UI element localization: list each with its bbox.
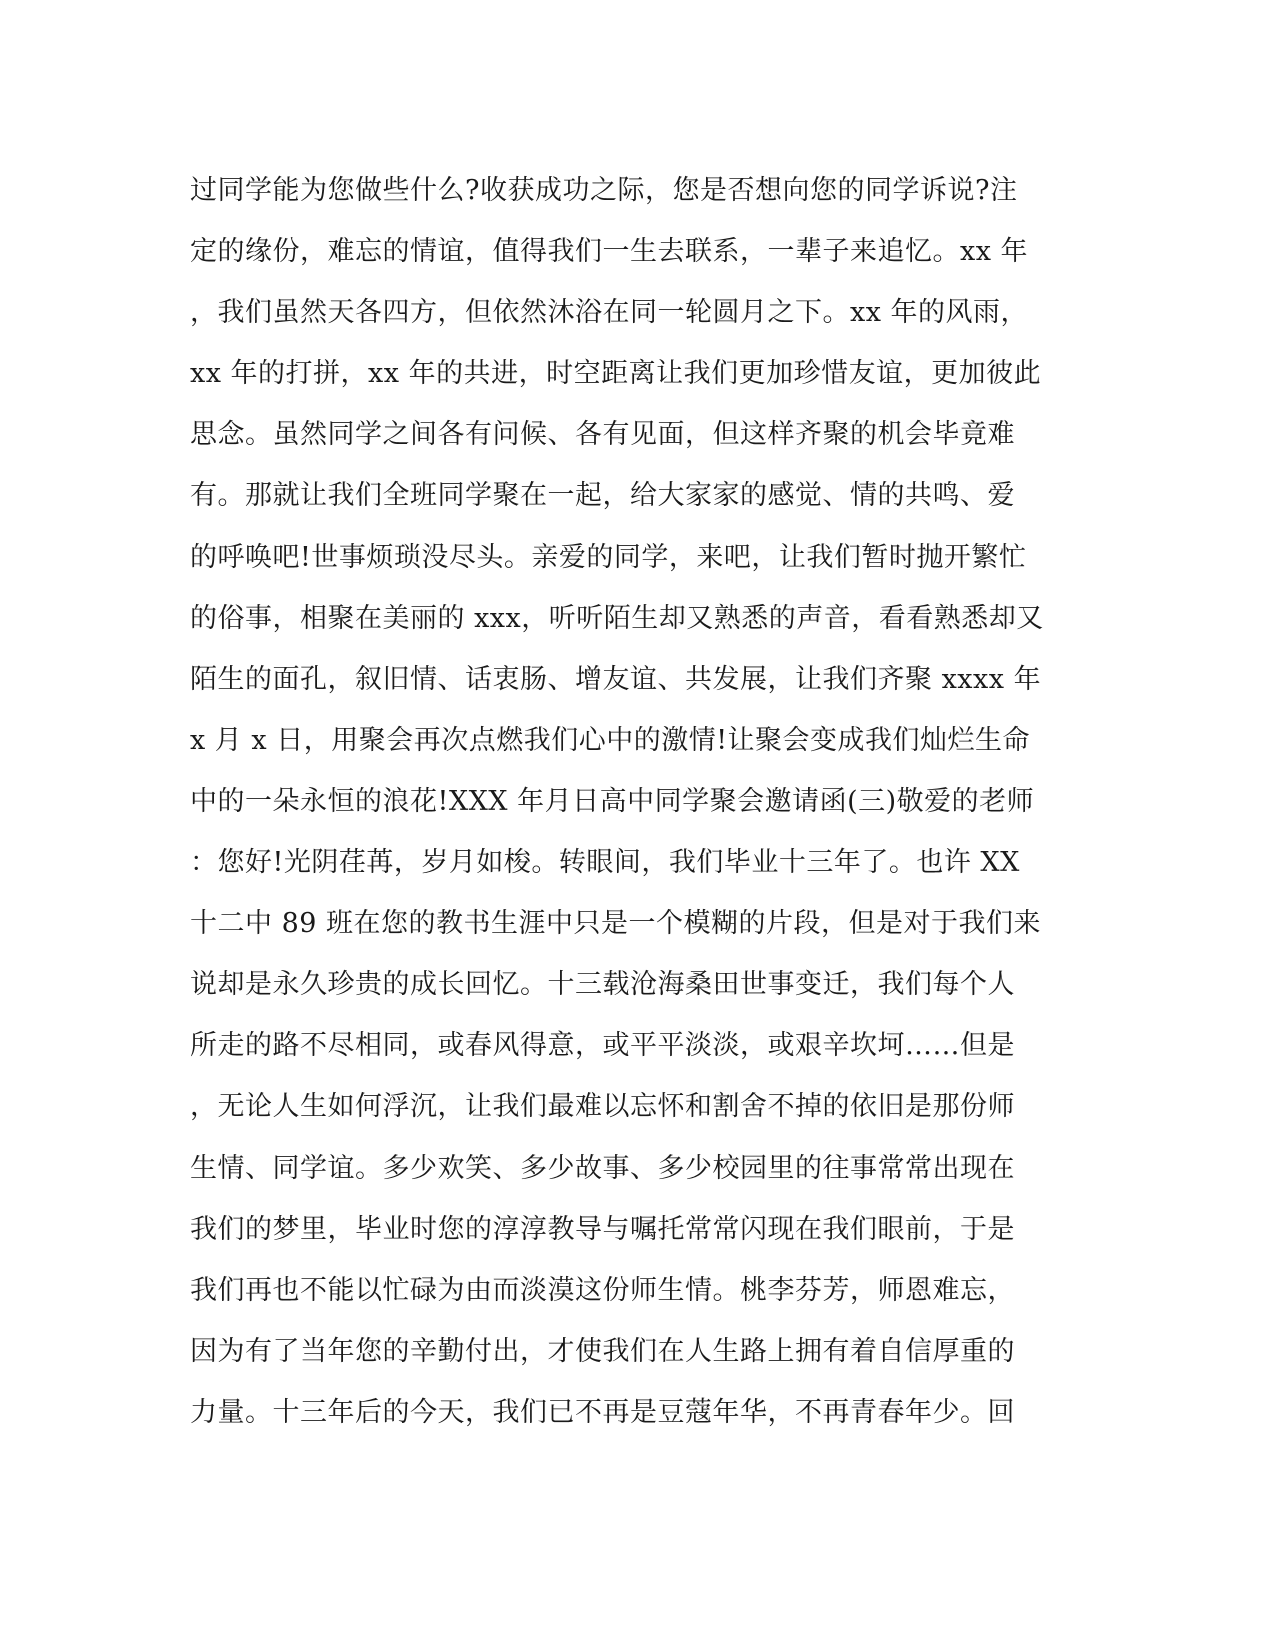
text-line-16: ，无论人生如何浮沉，让我们最难以忘怀和割舍不掉的依旧是那份师 <box>190 1091 1015 1123</box>
text-line-17: 生情、同学谊。多少欢笑、多少故事、多少校园里的往事常常出现在 <box>190 1152 1015 1184</box>
text-line-4: xx 年的打拼，xx 年的共进，时空距离让我们更加珍惜友谊，更加彼此 <box>190 358 1042 390</box>
text-line-2: 定的缘份，难忘的情谊，值得我们一生去联系，一辈子来追忆。xx 年 <box>190 236 1029 268</box>
text-line-18: 我们的梦里，毕业时您的淳淳教导与嘱托常常闪现在我们眼前，于是 <box>190 1213 1015 1245</box>
text-line-12: ：您好!光阴荏苒，岁月如梭。转眼间，我们毕业十三年了。也许 XX <box>190 847 1020 879</box>
text-line-5: 思念。虽然同学之间各有问候、各有见面，但这样齐聚的机会毕竟难 <box>190 419 1015 451</box>
text-line-14: 说却是永久珍贵的成长回忆。十三载沧海桑田世事变迁，我们每个人 <box>190 969 1015 1001</box>
text-line-9: 陌生的面孔，叙旧情、话衷肠、增友谊、共发展，让我们齐聚 xxxx 年 <box>190 663 1042 695</box>
text-line-10: x 月 x 日，用聚会再次点燃我们心中的激情!让聚会变成我们灿烂生命 <box>190 724 1031 756</box>
text-line-13: 十二中 89 班在您的教书生涯中只是一个模糊的片段，但是对于我们来 <box>190 908 1042 940</box>
text-line-21: 力量。十三年后的今天，我们已不再是豆蔻年华，不再青春年少。回 <box>190 1396 1015 1428</box>
text-line-8: 的俗事，相聚在美丽的 xxx，听听陌生却又熟悉的声音，看看熟悉却又 <box>190 602 1044 634</box>
text-line-1: 过同学能为您做些什么?收获成功之际，您是否想向您的同学诉说?注 <box>190 175 1018 206</box>
text-line-7: 的呼唤吧!世事烦琐没尽头。亲爱的同学，来吧，让我们暂时抛开繁忙 <box>190 541 1027 573</box>
body-text <box>190 160 1090 1443</box>
text-line-15: 所走的路不尽相同，或春风得意，或平平淡淡，或艰辛坎坷……但是 <box>190 1030 1015 1062</box>
text-line-3: ，我们虽然天各四方，但依然沐浴在同一轮圆月之下。xx 年的风雨， <box>190 297 1029 329</box>
text-line-20: 因为有了当年您的辛勤付出，才使我们在人生路上拥有着自信厚重的 <box>190 1335 1015 1367</box>
text-line-11: 中的一朵永恒的浪花!XXX 年月日高中同学聚会邀请函(三)敬爱的老师 <box>190 785 1035 817</box>
text-line-19: 我们再也不能以忙碌为由而淡漠这份师生情。桃李芬芳，师恩难忘， <box>190 1274 1015 1306</box>
text-line-6: 有。那就让我们全班同学聚在一起，给大家家的感觉、情的共鸣、爱 <box>190 480 1015 512</box>
